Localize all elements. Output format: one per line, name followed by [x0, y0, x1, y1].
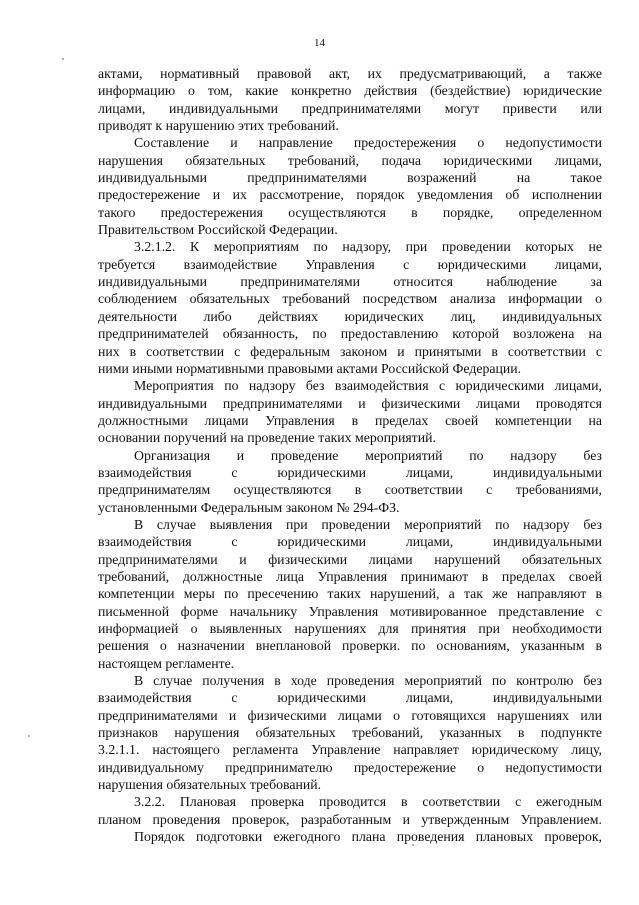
- text-line: Организация и проведение мероприятий по надзору без: [134, 447, 602, 463]
- text-line: Составление и направление предостережения о недопустимости: [134, 135, 602, 151]
- text-line: В случае получения в ходе проведения мероприятий по контролю без: [134, 673, 602, 689]
- text-line: 3.2.1.2. К мероприятиям по надзору, при проведении которых не: [134, 239, 602, 255]
- text-line: индивидуальными предпринимателями и физическими лицами проводятся: [98, 395, 602, 411]
- text-line: 3.2.2. Плановая проверка проводится в соответствии с ежегодным: [134, 794, 602, 810]
- text-line: должностными лицами Управления в пределах своей компетенции на: [98, 412, 602, 428]
- text-line: актами, нормативный правовой акт, их предусматривающий, а также: [98, 66, 602, 81]
- page-number: 14: [314, 37, 325, 49]
- text-line: предпринимателей обязанность, по предоставлению которой возложена на: [98, 326, 602, 342]
- text-line: письменной форме начальнику Управления мотивированное представление с: [98, 603, 602, 619]
- text-line: предпринимателям осуществляются в соответствии с требованиями,: [98, 482, 602, 498]
- text-line: соблюдением обязательных требований посредством анализа информации о: [98, 291, 602, 307]
- text-line: взаимодействия с юридическими лицами, индивидуальными: [98, 690, 602, 706]
- text-line: компетенции меры по пресечению таких нарушений, а так же направляют в: [98, 586, 602, 602]
- text-line: лицами, индивидуальными предпринимателями могут привести или: [98, 100, 602, 116]
- text-line: требований, должностные лица Управления принимают в пределах своей: [98, 568, 602, 584]
- text-line: нарушения обязательных требований.: [98, 777, 322, 793]
- text-line: взаимодействия с юридическими лицами, индивидуальными: [98, 464, 602, 480]
- text-line: Правительством Российской Федерации.: [98, 222, 338, 238]
- scan-speck: [28, 735, 30, 737]
- text-line: признаков нарушения обязательных требований, указанных в подпункте: [98, 725, 602, 741]
- text-line: деятельности либо действиях юридических лиц, индивидуальных: [98, 308, 602, 324]
- text-line: такого предостережения осуществляются в порядке, определенном: [98, 204, 602, 220]
- text-line: Мероприятия по надзору без взаимодействия с юридическими лицами,: [134, 378, 602, 394]
- text-line: 3.2.1.1. настоящего регламента Управление направляет юридическому лицу,: [98, 742, 602, 758]
- text-line: основании поручений на проведение таких мероприятий.: [98, 430, 436, 446]
- text-line: индивидуальному предпринимателю предостережение о недопустимости: [98, 759, 602, 775]
- scan-speck: [62, 58, 64, 60]
- text-line: информацией о выявленных нарушениях для принятия при необходимости: [98, 621, 602, 636]
- text-line: требуется взаимодействие Управления с юридическими лицами,: [98, 256, 602, 272]
- text-line: предостережение и их рассмотрение, порядок уведомления об исполнении: [98, 187, 602, 203]
- text-line: предпринимателями и физическими лицами о готовящихся нарушениях или: [98, 707, 602, 723]
- text-line: индивидуальными предпринимателями относится наблюдение за: [98, 274, 602, 290]
- text-line: информацию о том, какие конкретно действия (бездействие) юридические: [98, 83, 602, 99]
- text-line: планом проведения проверок, разработанным и утвержденным Управлением.: [98, 811, 602, 827]
- text-line: предпринимателями и физическими лицами нарушений обязательных: [98, 551, 602, 567]
- text-line: индивидуальными предпринимателями возражений на такое: [98, 170, 602, 186]
- scan-speck: [412, 844, 414, 846]
- text-line: нарушения обязательных требований, подача юридическими лицами,: [98, 152, 602, 168]
- text-line: решения о назначении внеплановой проверки. по основаниям, указанным в: [98, 638, 602, 654]
- text-line: Порядок подготовки ежегодного плана проведения плановых проверок,: [134, 829, 602, 845]
- body-text: [98, 65, 602, 845]
- text-line: взаимодействия с юридическими лицами, индивидуальными: [98, 534, 602, 550]
- text-line: В случае выявления при проведении мероприятий по надзору без: [134, 516, 602, 532]
- text-line: ними иными нормативными правовыми актами Российской Федерации.: [98, 360, 522, 376]
- text-line: них в соответствии с федеральным законом и принятыми в соответствии с: [98, 343, 602, 359]
- text-line: приводят к нарушению этих требований.: [98, 118, 339, 134]
- text-line: установленными Федеральным законом № 294-ФЗ.: [98, 499, 400, 515]
- text-line: настоящем регламенте.: [98, 655, 235, 671]
